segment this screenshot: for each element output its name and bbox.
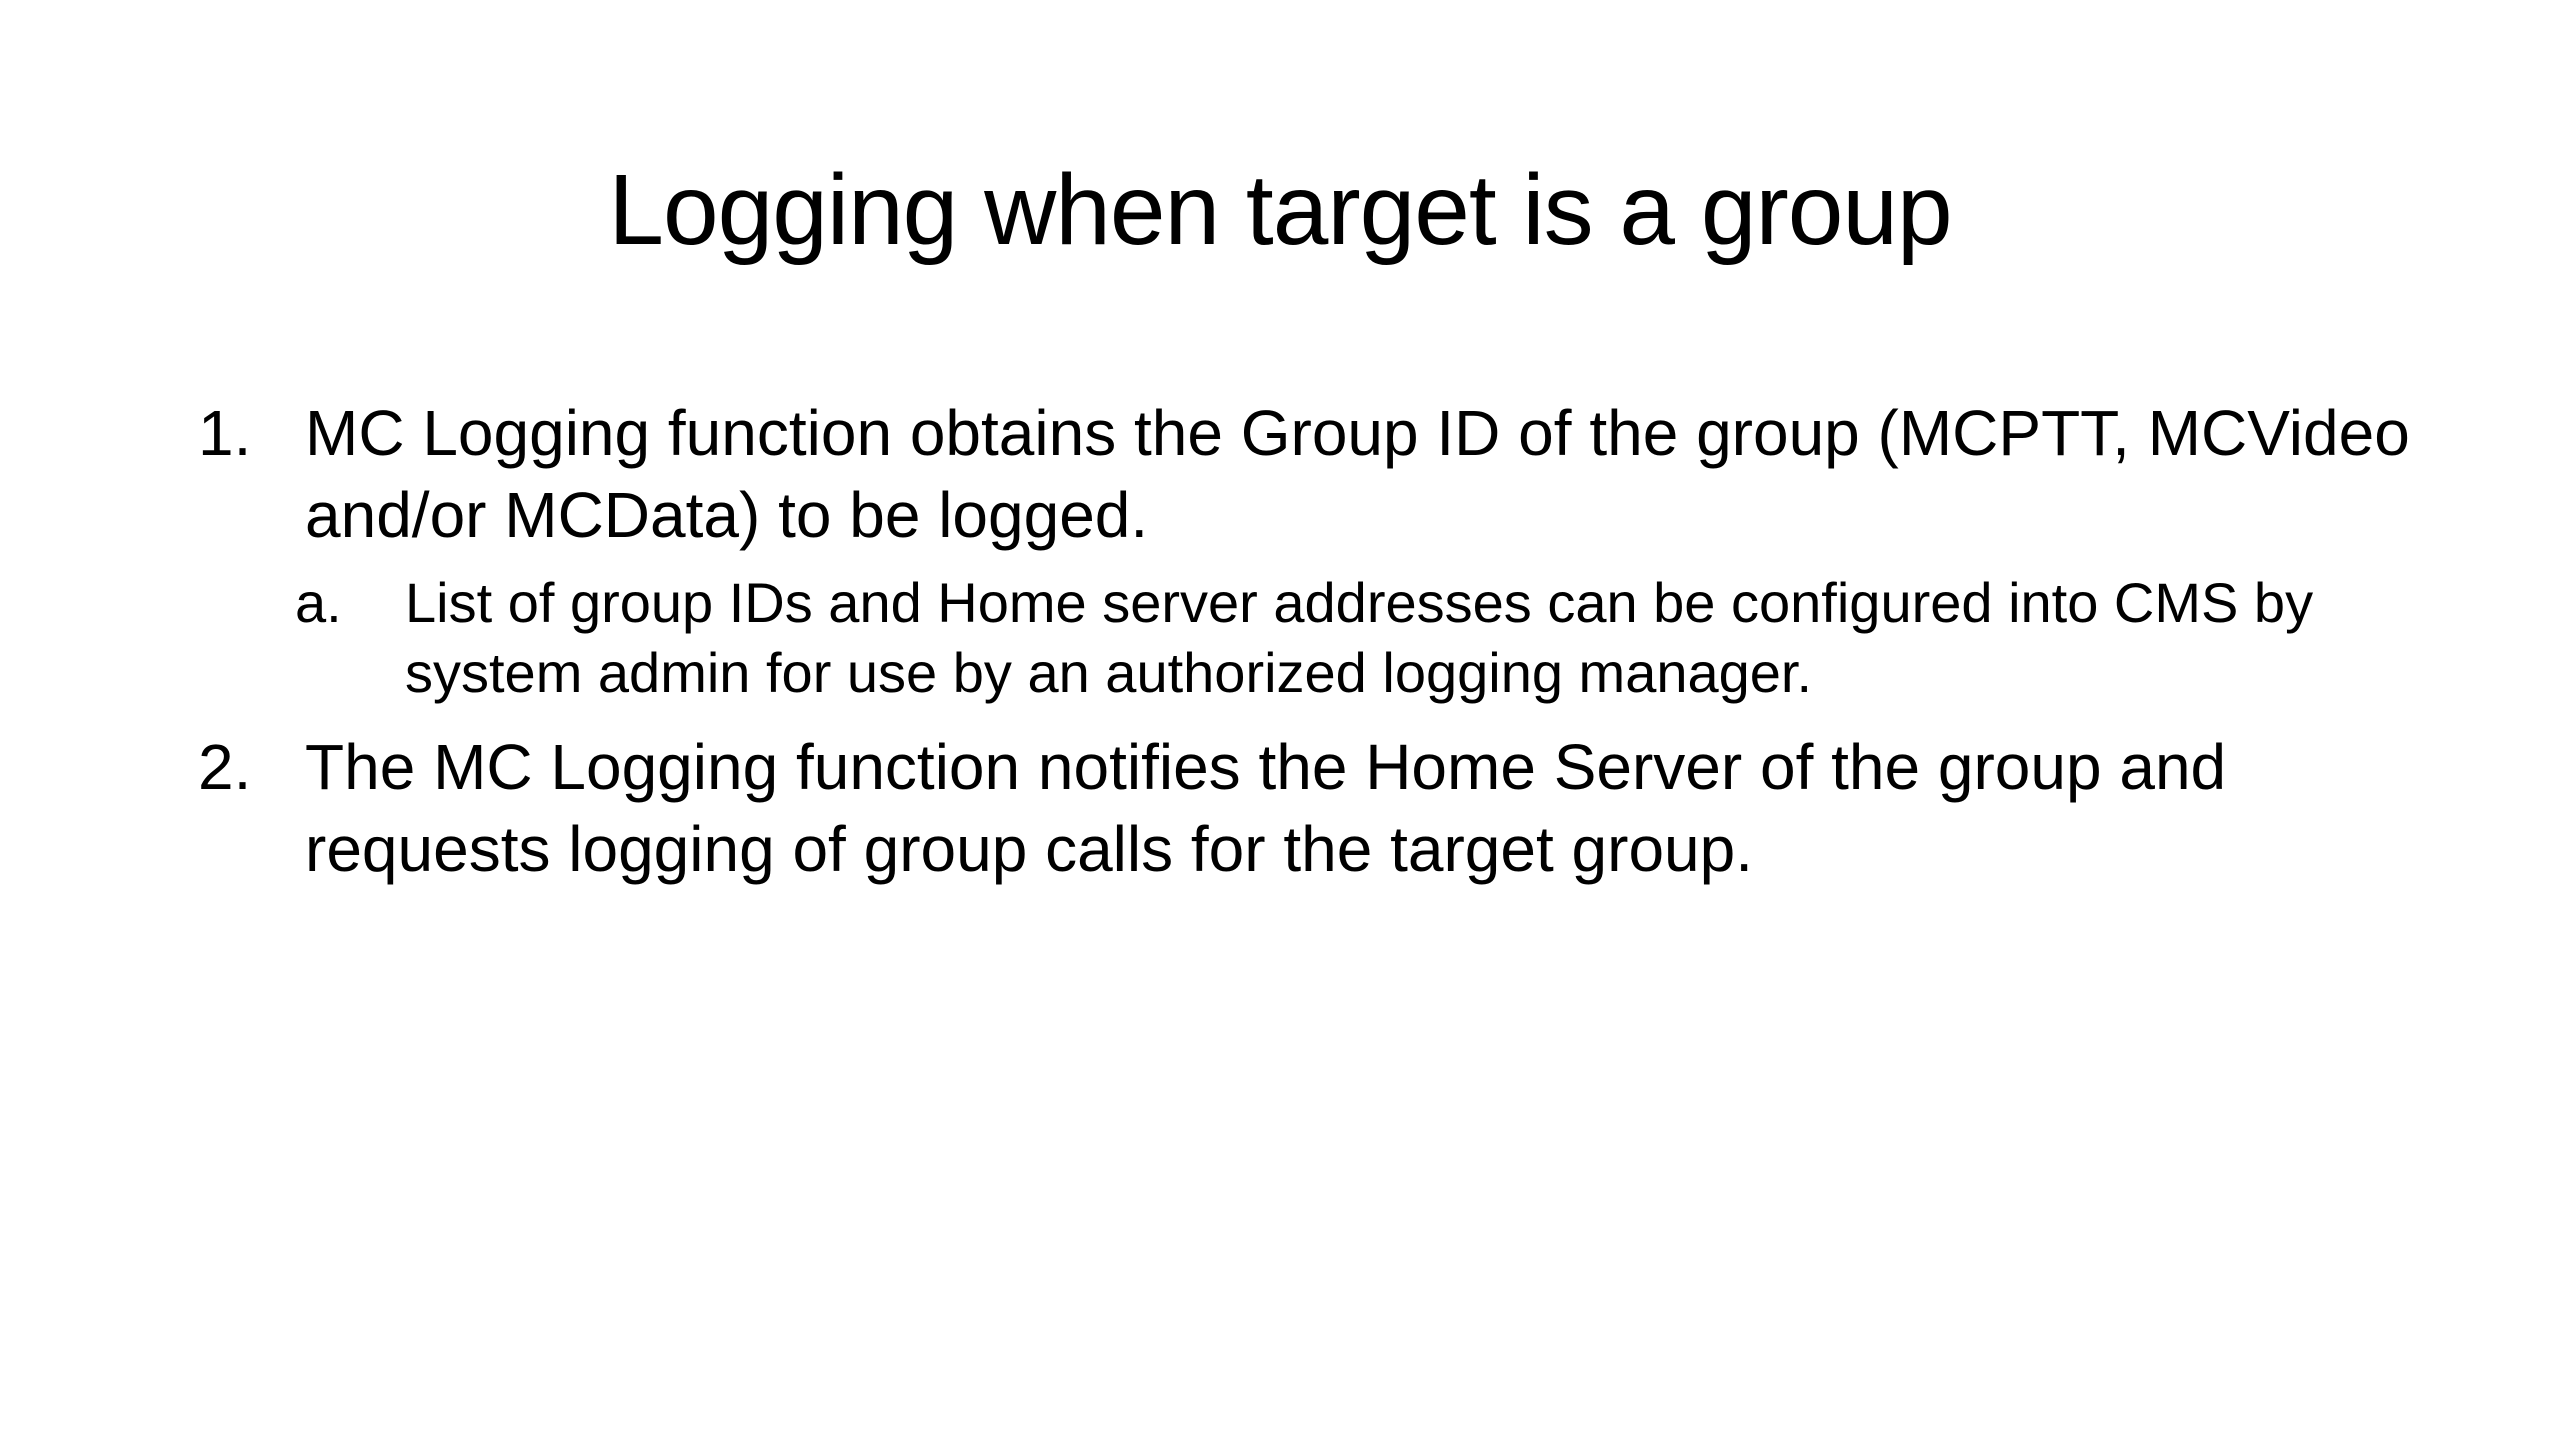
list-item-text-1: MC Logging function obtains the Group ID of the group (MCPTT, MCVideo and/or MCData) to be logged.: [305, 397, 2410, 551]
slide-title: Logging when target is a group: [608, 154, 1952, 266]
list-marker-1: 1.: [198, 397, 252, 469]
list-item-2: [190, 726, 2420, 890]
list-marker-2: 2.: [198, 731, 252, 803]
sub-list-item-text-a: List of group IDs and Home server addresses can be configured into CMS by system admin for use by an authorized logging manager.: [405, 571, 2314, 704]
list-item-1: [190, 392, 2420, 708]
sub-list-marker-a: a.: [295, 571, 342, 634]
list-item-text-2: The MC Logging function notifies the Home Server of the group and requests logging of group calls for the target group.: [305, 731, 2227, 885]
slide-body: [190, 392, 2420, 890]
sub-list-item-a: [190, 568, 2420, 708]
